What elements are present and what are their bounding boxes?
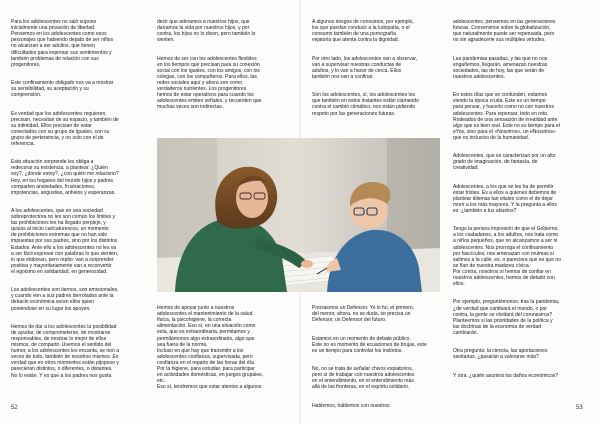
right-column-1-top <box>312 13 440 129</box>
paragraph: En estos días que se confunden, estamos viendo la época cruda. Este es un tiempo para pensar, y hacerlo como no con nuestros adolescentes. Para repensar, todo en reto. Rodeados de una sensación de irrealidad ante algo que es bien real. Este no es tiempo para el eYos, sino para el «Nosotros», un eNosotros» que es inclusivo de la humanidad. <box>453 92 560 141</box>
right-column-1-bottom <box>312 299 440 421</box>
paragraph: Por otro lado, los adolescentes van a observar, van a supervisar nuestras conductas de adultos, y lo van a hacer de cerca. Ellos también nos van a confinar. <box>312 55 418 80</box>
paragraph: Hemos de apoyar junto a nuestros adolescentes el mantenimiento de la salud física, la psicohigiene, la correcta alimentación. Eso sí, en una situación como esta, que es extraordinaria, permitamos y permitámonos algo extraordinario, algo que sea fuera de la norma. Incluso en que hay que transmitir a los adolescentes confianza, supervisada, pero confianza en el reparto de las horas del día. Por la higiene, para estudiar, para participar en actividades domésticas, en juegos grupales, etc. Eso sí, tendremos que estar atentos a algunos <box>157 305 264 391</box>
paragraph: Otra pregunta: la ciencia, las aportaciones sanitarias, ¿pasarán a valorarse más? <box>453 348 548 361</box>
left-column-2-top <box>157 13 287 123</box>
left-column-2-bottom <box>157 299 287 403</box>
page-number-left: 52 <box>11 405 18 411</box>
right-column-2 <box>453 13 589 391</box>
photo-woman-helping-boy-homework <box>157 138 440 292</box>
paragraph: decir que adoramos a nuestros hijos, que daríamos la vida por nuestros hijos, y por contra, los hijos no lo dicen, pero también lo sienten. <box>157 19 256 44</box>
photo-illustration <box>157 138 440 292</box>
paragraph: No, no se trata de señalar chivos expiatorios, pero sí de trabajar con nuestros adolescentes en el entendimiento, en el entendimiento más allá de las fronteras, en el espíritu solidario. <box>312 366 415 391</box>
paragraph: Esta situación sorprende les obliga a redecorar su existencia, a plantear: ¿Quién soy?, ¿dónde estoy?, ¿con quién me relaciono? Hoy, en los hogares del mundo hijos y padres comparten ansiedades, frustraciones, impotencias, angustias, anhelos y esperanzas. <box>11 159 119 196</box>
paragraph: Por ejemplo, preguntémonos: tras la pandemia, ¿de verdad que cambiará el mundo, o por contra, la gente se olvidará del coronavirus? Planteemos si las prioridades de la política y las doctrinas de la economía de verdad cambiarán. <box>453 299 560 336</box>
paragraph: A algunos riesgos de consumos, por ejemplo, los que puedan conducir a la ludopatía, o el consumo también de una pornografía vejatoria que atenta contra la dignidad. <box>312 19 414 44</box>
page-number-right: 53 <box>576 405 583 411</box>
paragraph: A los adolescentes, que en una sociedad sobreprotectora no les son común los límites y las prohibiciones les ha llegado perplejo, y quizás al inicio caricaturescos, un momento de prohibiciones extremas que no han sido impuestas por sus padres, sino por los distintos Estados. Ante ello a los adolescentes no les va a ser fácil expresar con palabras lo que sienten, lo que elaboran, pero repito: van a sorprender positiva y mayoritariamente van a reconvertir el egoísmo en solidaridad, en generosidad. <box>11 208 119 275</box>
paragraph: Adolescentes, a los que se les ha de permitir estar tristes. Es a ellos a quienes debemos de plantear dilemas tan vitales como el de dejar morir a los más mayores. Y la pregunta a ellos es: ¿también a tus abuelos? <box>453 183 557 214</box>
paragraph: Es verdad que los adolescentes requieren, precisan, necesitan de su espacio, y también de su intimidad. Ellos precisan de estar conectados con su grupo de iguales, con su grupo de pertenencia, y no solo con el de referencia. <box>11 110 119 147</box>
paragraph: Para los adolescentes no salir supone inicialmente una privación de libertad. Pensemos en los adolescentes como esos personajes que habiendo dejado de ser niños no alcanzan a ser adultos, que tienen dificultades para expresar sus sentimientos y también problemas de relación con sus progenitores. <box>11 19 114 68</box>
paragraph: Son los adolescentes, sí, los adolescentes los que también en estos instantes están clamando contra el cambio climático, nos están pidiendo respeto por las generaciones futuras. <box>312 92 419 117</box>
paragraph: Estamos en un momento de debate público. Este no es momento de ecuaciones de brujas, este es un tiempo para controlar los instintos. <box>312 335 427 354</box>
paragraph: adolescentes, pensemos en las generaciones futuras. Convenimos sobre la globalización, que naturalmente puede ser repensada, pero no sin agradecerle sus múltiples virtudes. <box>453 19 556 44</box>
paragraph: Hemos de dar a los adolescentes la posibilidad de ayudar, de comprometerse, de mostrarse responsables, de mostrar lo mejor de ellos mismos, de compartir. Usemos el sentido del humor, a los adolescentes les encanta, se rien a veces de todo, también de nosotros mismos. Es verdad que en otros momentos están pijoposo y parecieran distintos, o diferentes, o distantes. No lo están. Y es que a los padres nos gusta <box>11 323 120 379</box>
left-column-1 <box>11 13 147 391</box>
paragraph: Hemos de ser con los adolescentes flexibles en los tiempos que precisan para su conexión social con los iguales, con los amigos, con los colegas, con los compañeros. Para ellos, las redes sociales aquí y ahora son como verdaderos nutrientes. Los progenitores hemos de estar operativos para cuando los adolescentes emiten señales, y recuerden que muchas veces son indirectas. <box>157 55 262 111</box>
paragraph: Hablemos, hablemos con nuestros <box>312 402 390 409</box>
paragraph: Tengo la pensos impresión de que el Gobierno, a los ciudadanos, a los adultos, nos trata como a niños pequeños, que no alcanzamos a ser ni adolescentes. Nos prorroga el confinamiento por fascículos, nos amenazan con mulmas si salimos a la calle, es, o pareciera que es que no se fían de nuestra madurez cívica. Por contra, nosotros sí hemos de confiar en nuestros adolescentes, hemos de debatir con ellos. <box>453 226 562 288</box>
paragraph: Este confinamiento obligado nos va a mostrar su sensibilidad, su aceptación y su comprensión. <box>11 80 114 99</box>
paragraph: Las pandemias pasadas, y las que no nos engañemos, llegarán, amenazan nuestras sociedades, las de hoy, las que serán de nuestros adolescentes. <box>453 55 548 80</box>
paragraph: Adolescentes, que se caracterizan por un alto grado de imaginación, de fantasía, de creatividad. <box>453 153 556 172</box>
paragraph: Los adolescentes son tiernos, son emocionales, y cuando ven a sus padres derrotados ante la debacle económica seran ellos quien poniéndose en su lugar los apoyen. <box>11 287 119 312</box>
paragraph: Preciasmos un Defensor. Yo lo fui, el primero, del menor, ahora, no se duda, se precisa un Defensor, un Defensor del futuro. <box>312 305 415 324</box>
paragraph: Y otra: ¿quién asumirá los daños económicos? <box>453 372 559 379</box>
